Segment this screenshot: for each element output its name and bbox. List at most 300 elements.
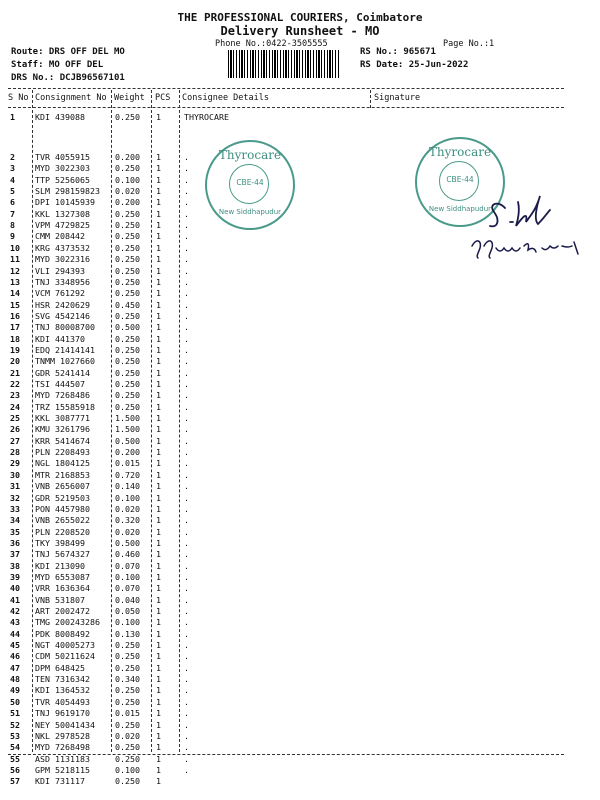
consignment-number: NKL 2978528 <box>35 730 90 741</box>
pieces-value: 1 <box>156 112 161 122</box>
consignment-number: TNMM 1027660 <box>35 356 95 367</box>
weight-value: 0.250 <box>115 231 140 242</box>
row-sno: 4 <box>10 174 15 185</box>
table-row <box>0 112 600 122</box>
row-sno: 14 <box>10 288 20 299</box>
pieces-value: 1 <box>156 435 161 446</box>
consignee-details: . <box>184 674 189 685</box>
row-sno: 2 <box>10 152 15 162</box>
consignment-number: VNB 2655022 <box>35 515 90 526</box>
weight-value: 0.100 <box>115 764 140 775</box>
table-row <box>0 685 600 695</box>
consignee-details: . <box>184 481 189 492</box>
consignment-number: KKL 1327308 <box>35 208 90 219</box>
pieces-value: 1 <box>156 764 161 775</box>
consignment-number: GDR 5241414 <box>35 367 90 378</box>
row-sno: 32 <box>10 492 20 503</box>
consignee-details: . <box>184 424 189 435</box>
pieces-value: 1 <box>156 344 161 355</box>
table-row <box>0 606 600 616</box>
table-row <box>0 163 600 173</box>
pieces-value: 1 <box>156 640 161 651</box>
barcode <box>228 50 340 78</box>
weight-value: 0.250 <box>115 208 140 219</box>
pieces-value: 1 <box>156 367 161 378</box>
phone-number: Phone No.:0422-3505555 <box>215 39 328 49</box>
row-sno: 20 <box>10 356 20 367</box>
thyrocare-stamp <box>205 140 295 230</box>
table-row <box>0 663 600 673</box>
consignee-details: . <box>184 220 189 231</box>
table-row <box>0 458 600 468</box>
column-divider <box>370 90 371 108</box>
weight-value: 0.200 <box>115 447 140 458</box>
consignee-details: . <box>184 242 189 253</box>
weight-value: 0.250 <box>115 163 140 174</box>
pieces-value: 1 <box>156 503 161 514</box>
row-sno: 56 <box>10 764 20 775</box>
table-row <box>0 765 600 775</box>
consignee-details: . <box>184 435 189 446</box>
weight-value: 0.250 <box>115 401 140 412</box>
weight-value: 0.250 <box>115 112 140 122</box>
table-row <box>0 651 600 661</box>
row-sno: 39 <box>10 571 20 582</box>
weight-value: 0.250 <box>115 390 140 401</box>
stamp-code: CBE-44 <box>446 175 474 184</box>
pieces-value: 1 <box>156 447 161 458</box>
consignment-number: GPM 5218115 <box>35 764 90 775</box>
consignment-number: DPM 648425 <box>35 662 85 673</box>
table-row <box>0 561 600 571</box>
consignee-details: . <box>184 492 189 503</box>
consignment-number: TRZ 15585918 <box>35 401 95 412</box>
column-consignee: Consignee Details <box>182 93 269 103</box>
consignee-details: . <box>184 197 189 208</box>
consignee-details: . <box>184 753 189 764</box>
consignee-details: . <box>184 469 189 480</box>
stamp-location: New Siddhapudur <box>218 208 282 216</box>
weight-value: 0.250 <box>115 640 140 651</box>
pieces-value: 1 <box>156 197 161 208</box>
row-sno: 57 <box>10 776 20 787</box>
consignment-number: KDI 441370 <box>35 333 85 344</box>
consignment-number: TMG 200243286 <box>35 617 100 628</box>
table-row <box>0 595 600 605</box>
weight-value: 0.100 <box>115 492 140 503</box>
weight-value: 0.250 <box>115 696 140 707</box>
pieces-value: 1 <box>156 254 161 265</box>
consignment-number: DPI 10145939 <box>35 197 95 208</box>
consignee-details: . <box>184 764 189 775</box>
consignee-details: . <box>184 356 189 367</box>
table-row <box>0 288 600 298</box>
pieces-value: 1 <box>156 515 161 526</box>
consignment-number: VPM 4729825 <box>35 220 90 231</box>
row-sno: 33 <box>10 503 20 514</box>
weight-value: 0.250 <box>115 276 140 287</box>
weight-value: 0.340 <box>115 674 140 685</box>
consignee-details: . <box>184 719 189 730</box>
stamp-location: New Siddhapudur <box>428 205 492 213</box>
weight-value: 0.250 <box>115 753 140 764</box>
table-row <box>0 572 600 582</box>
handwritten-signature <box>470 190 590 270</box>
consignee-details: . <box>184 549 189 560</box>
pieces-value: 1 <box>156 356 161 367</box>
divider-bottom <box>8 754 564 755</box>
pieces-value: 1 <box>156 163 161 174</box>
pieces-value: 1 <box>156 481 161 492</box>
consignment-number: PLN 2208493 <box>35 447 90 458</box>
pieces-value: 1 <box>156 628 161 639</box>
consignment-number: MYD 7268486 <box>35 390 90 401</box>
pieces-value: 1 <box>156 413 161 424</box>
consignee-details: . <box>184 390 189 401</box>
consignee-details: THYROCARE <box>184 112 229 122</box>
weight-value: 0.250 <box>115 288 140 299</box>
row-sno: 44 <box>10 628 20 639</box>
consignment-number: KKL 3087771 <box>35 413 90 424</box>
table-row <box>0 379 600 389</box>
row-sno: 1 <box>10 112 15 122</box>
consignee-details: . <box>184 583 189 594</box>
pieces-value: 1 <box>156 537 161 548</box>
pieces-value: 1 <box>156 560 161 571</box>
consignee-details: . <box>184 447 189 458</box>
pieces-value: 1 <box>156 674 161 685</box>
weight-value: 0.020 <box>115 186 140 197</box>
weight-value: 0.200 <box>115 197 140 208</box>
weight-value: 0.500 <box>115 537 140 548</box>
pieces-value: 1 <box>156 662 161 673</box>
table-row <box>0 549 600 559</box>
row-sno: 6 <box>10 197 15 208</box>
pieces-value: 1 <box>156 776 161 787</box>
consignee-details: . <box>184 174 189 185</box>
consignment-number: TNJ 9619170 <box>35 708 90 719</box>
table-row <box>0 708 600 718</box>
weight-value: 0.250 <box>115 333 140 344</box>
consignment-number: TTP 5256065 <box>35 174 90 185</box>
row-sno: 16 <box>10 310 20 321</box>
consignee-details: . <box>184 344 189 355</box>
consignment-number: NEY 50041434 <box>35 719 95 730</box>
weight-value: 0.250 <box>115 685 140 696</box>
consignee-details: . <box>184 333 189 344</box>
row-sno: 40 <box>10 583 20 594</box>
consignment-number: SVG 4542146 <box>35 310 90 321</box>
weight-value: 0.020 <box>115 730 140 741</box>
row-sno: 46 <box>10 651 20 662</box>
weight-value: 0.250 <box>115 662 140 673</box>
table-row <box>0 152 600 162</box>
row-sno: 48 <box>10 674 20 685</box>
row-sno: 42 <box>10 606 20 616</box>
consignee-details: . <box>184 152 189 162</box>
row-sno: 43 <box>10 617 20 628</box>
pieces-value: 1 <box>156 424 161 435</box>
table-row <box>0 368 600 378</box>
weight-value: 0.460 <box>115 549 140 560</box>
consignment-number: MYD 6553087 <box>35 571 90 582</box>
consignment-number: PLN 2208520 <box>35 526 90 537</box>
row-sno: 17 <box>10 322 20 333</box>
consignment-number: VNB 531807 <box>35 594 85 605</box>
pieces-value: 1 <box>156 719 161 730</box>
weight-value: 0.015 <box>115 458 140 469</box>
consignment-number: KDI 731117 <box>35 776 85 787</box>
table-row <box>0 617 600 627</box>
consignment-number: MYD 3022316 <box>35 254 90 265</box>
consignee-details: . <box>184 708 189 719</box>
weight-value: 0.250 <box>115 776 140 787</box>
consignment-number: MYD 7268498 <box>35 742 90 753</box>
table-row <box>0 322 600 332</box>
row-sno: 15 <box>10 299 20 310</box>
row-sno: 25 <box>10 413 20 424</box>
row-sno: 24 <box>10 401 20 412</box>
pieces-value: 1 <box>156 594 161 605</box>
row-sno: 10 <box>10 242 20 253</box>
stamp-logo-text: Thyrocare <box>218 148 282 162</box>
consignment-number: ASD 1131183 <box>35 753 90 764</box>
consignment-number: KMU 3261796 <box>35 424 90 435</box>
consignee-details: . <box>184 367 189 378</box>
weight-value: 0.040 <box>115 594 140 605</box>
row-sno: 51 <box>10 708 20 719</box>
row-sno: 3 <box>10 163 15 174</box>
table-row <box>0 493 600 503</box>
consignment-number: TSI 444507 <box>35 379 85 389</box>
table-row <box>0 515 600 525</box>
pieces-value: 1 <box>156 174 161 185</box>
row-sno: 34 <box>10 515 20 526</box>
column-consignment: Consignment No <box>35 93 107 103</box>
weight-value: 0.015 <box>115 708 140 719</box>
column-signature: Signature <box>374 93 421 103</box>
pieces-value: 1 <box>156 583 161 594</box>
pieces-value: 1 <box>156 458 161 469</box>
row-sno: 12 <box>10 265 20 276</box>
consignment-number: MTR 2168853 <box>35 469 90 480</box>
row-sno: 41 <box>10 594 20 605</box>
rs-number: RS No.: 965671 <box>360 47 436 57</box>
pieces-value: 1 <box>156 379 161 389</box>
table-row <box>0 424 600 434</box>
consignment-number: EDQ 21414141 <box>35 344 95 355</box>
table-row <box>0 674 600 684</box>
row-sno: 5 <box>10 186 15 197</box>
document-title: Delivery Runsheet - MO <box>220 24 380 38</box>
row-sno: 53 <box>10 730 20 741</box>
consignee-details: . <box>184 288 189 299</box>
row-sno: 35 <box>10 526 20 537</box>
page-number: Page No.:1 <box>443 39 495 49</box>
row-sno: 23 <box>10 390 20 401</box>
row-sno: 31 <box>10 481 20 492</box>
consignee-details: . <box>184 401 189 412</box>
pieces-value: 1 <box>156 708 161 719</box>
table-row <box>0 356 600 366</box>
table-row <box>0 640 600 650</box>
weight-value: 0.250 <box>115 379 140 389</box>
weight-value: 0.500 <box>115 322 140 333</box>
consignee-details: . <box>184 662 189 673</box>
table-row <box>0 436 600 446</box>
weight-value: 0.250 <box>115 742 140 753</box>
consignee-details: . <box>184 503 189 514</box>
row-sno: 28 <box>10 447 20 458</box>
weight-value: 0.070 <box>115 560 140 571</box>
consignee-details: . <box>184 413 189 424</box>
row-sno: 30 <box>10 469 20 480</box>
consignee-details: . <box>184 742 189 753</box>
weight-value: 0.250 <box>115 344 140 355</box>
table-row <box>0 390 600 400</box>
weight-value: 0.250 <box>115 651 140 662</box>
row-sno: 45 <box>10 640 20 651</box>
pieces-value: 1 <box>156 333 161 344</box>
row-sno: 37 <box>10 549 20 560</box>
weight-value: 0.720 <box>115 469 140 480</box>
consignee-details: . <box>184 640 189 651</box>
table-row <box>0 175 600 185</box>
consignment-number: TEN 7316342 <box>35 674 90 685</box>
consignee-details: . <box>184 322 189 333</box>
row-sno: 11 <box>10 254 20 265</box>
pieces-value: 1 <box>156 390 161 401</box>
pieces-value: 1 <box>156 606 161 616</box>
pieces-value: 1 <box>156 288 161 299</box>
weight-value: 0.130 <box>115 628 140 639</box>
row-sno: 18 <box>10 333 20 344</box>
consignee-details: . <box>184 208 189 219</box>
consignee-details: . <box>184 231 189 242</box>
consignee-details: . <box>184 617 189 628</box>
consignment-number: VCM 761292 <box>35 288 85 299</box>
pieces-value: 1 <box>156 322 161 333</box>
consignee-details: . <box>184 651 189 662</box>
weight-value: 0.020 <box>115 503 140 514</box>
row-sno: 22 <box>10 379 20 389</box>
table-row <box>0 731 600 741</box>
route-label: Route: DRS OFF DEL MO <box>11 47 125 57</box>
row-sno: 36 <box>10 537 20 548</box>
column-sno: S No <box>8 93 29 103</box>
consignment-number: TNJ 80008700 <box>35 322 95 333</box>
pieces-value: 1 <box>156 276 161 287</box>
consignment-number: KDI 1364532 <box>35 685 90 696</box>
consignment-number: KDI 439088 <box>35 112 85 122</box>
weight-value: 0.100 <box>115 174 140 185</box>
weight-value: 0.020 <box>115 526 140 537</box>
consignment-number: PDK 8008492 <box>35 628 90 639</box>
table-row <box>0 345 600 355</box>
table-row <box>0 402 600 412</box>
row-sno: 19 <box>10 344 20 355</box>
weight-value: 0.250 <box>115 367 140 378</box>
table-row <box>0 776 600 786</box>
pieces-value: 1 <box>156 526 161 537</box>
weight-value: 0.250 <box>115 310 140 321</box>
table-row <box>0 470 600 480</box>
pieces-value: 1 <box>156 265 161 276</box>
table-row <box>0 334 600 344</box>
rs-date: RS Date: 25-Jun-2022 <box>360 60 469 70</box>
column-pcs: PCS <box>155 93 171 103</box>
table-row <box>0 277 600 287</box>
consignee-details: . <box>184 515 189 526</box>
consignee-details: . <box>184 730 189 741</box>
pieces-value: 1 <box>156 742 161 753</box>
consignment-number: PON 4457980 <box>35 503 90 514</box>
table-row <box>0 583 600 593</box>
weight-value: 0.500 <box>115 435 140 446</box>
consignee-details: . <box>184 537 189 548</box>
row-sno: 38 <box>10 560 20 571</box>
consignee-details: . <box>184 299 189 310</box>
weight-value: 0.070 <box>115 583 140 594</box>
table-row <box>0 754 600 764</box>
weight-value: 0.100 <box>115 571 140 582</box>
consignment-number: TNJ 3348956 <box>35 276 90 287</box>
weight-value: 0.200 <box>115 152 140 162</box>
consignment-number: TVR 4055915 <box>35 152 90 162</box>
weight-value: 0.250 <box>115 265 140 276</box>
consignee-details: . <box>184 696 189 707</box>
row-sno: 13 <box>10 276 20 287</box>
pieces-value: 1 <box>156 617 161 628</box>
row-sno: 29 <box>10 458 20 469</box>
row-sno: 55 <box>10 753 20 764</box>
pieces-value: 1 <box>156 549 161 560</box>
consignment-number: CMM 208442 <box>35 231 85 242</box>
consignee-details: . <box>184 379 189 389</box>
table-row <box>0 720 600 730</box>
consignment-number: NGL 1804125 <box>35 458 90 469</box>
consignee-details: . <box>184 276 189 287</box>
weight-value: 0.320 <box>115 515 140 526</box>
row-sno: 7 <box>10 208 15 219</box>
consignment-number: TVR 4054493 <box>35 696 90 707</box>
drs-number: DRS No.: DCJB96567101 <box>11 73 125 83</box>
consignment-number: CDM 50211624 <box>35 651 95 662</box>
pieces-value: 1 <box>156 730 161 741</box>
consignment-number: VLI 294393 <box>35 265 85 276</box>
consignee-details: . <box>184 560 189 571</box>
pieces-value: 1 <box>156 220 161 231</box>
weight-value: 0.250 <box>115 220 140 231</box>
table-row <box>0 481 600 491</box>
table-row <box>0 629 600 639</box>
table-row <box>0 447 600 457</box>
row-sno: 54 <box>10 742 20 753</box>
consignee-details: . <box>184 526 189 537</box>
stamp-logo-text: Thyrocare <box>428 145 492 159</box>
company-title: THE PROFESSIONAL COURIERS, Coimbatore <box>177 11 423 24</box>
weight-value: 1.500 <box>115 413 140 424</box>
consignee-details: . <box>184 310 189 321</box>
table-row <box>0 742 600 752</box>
consignment-number: ART 2002472 <box>35 606 90 616</box>
pieces-value: 1 <box>156 310 161 321</box>
consignment-number: KDI 213090 <box>35 560 85 571</box>
consignment-number: VNB 2656007 <box>35 481 90 492</box>
consignee-details: . <box>184 571 189 582</box>
pieces-value: 1 <box>156 696 161 707</box>
pieces-value: 1 <box>156 469 161 480</box>
